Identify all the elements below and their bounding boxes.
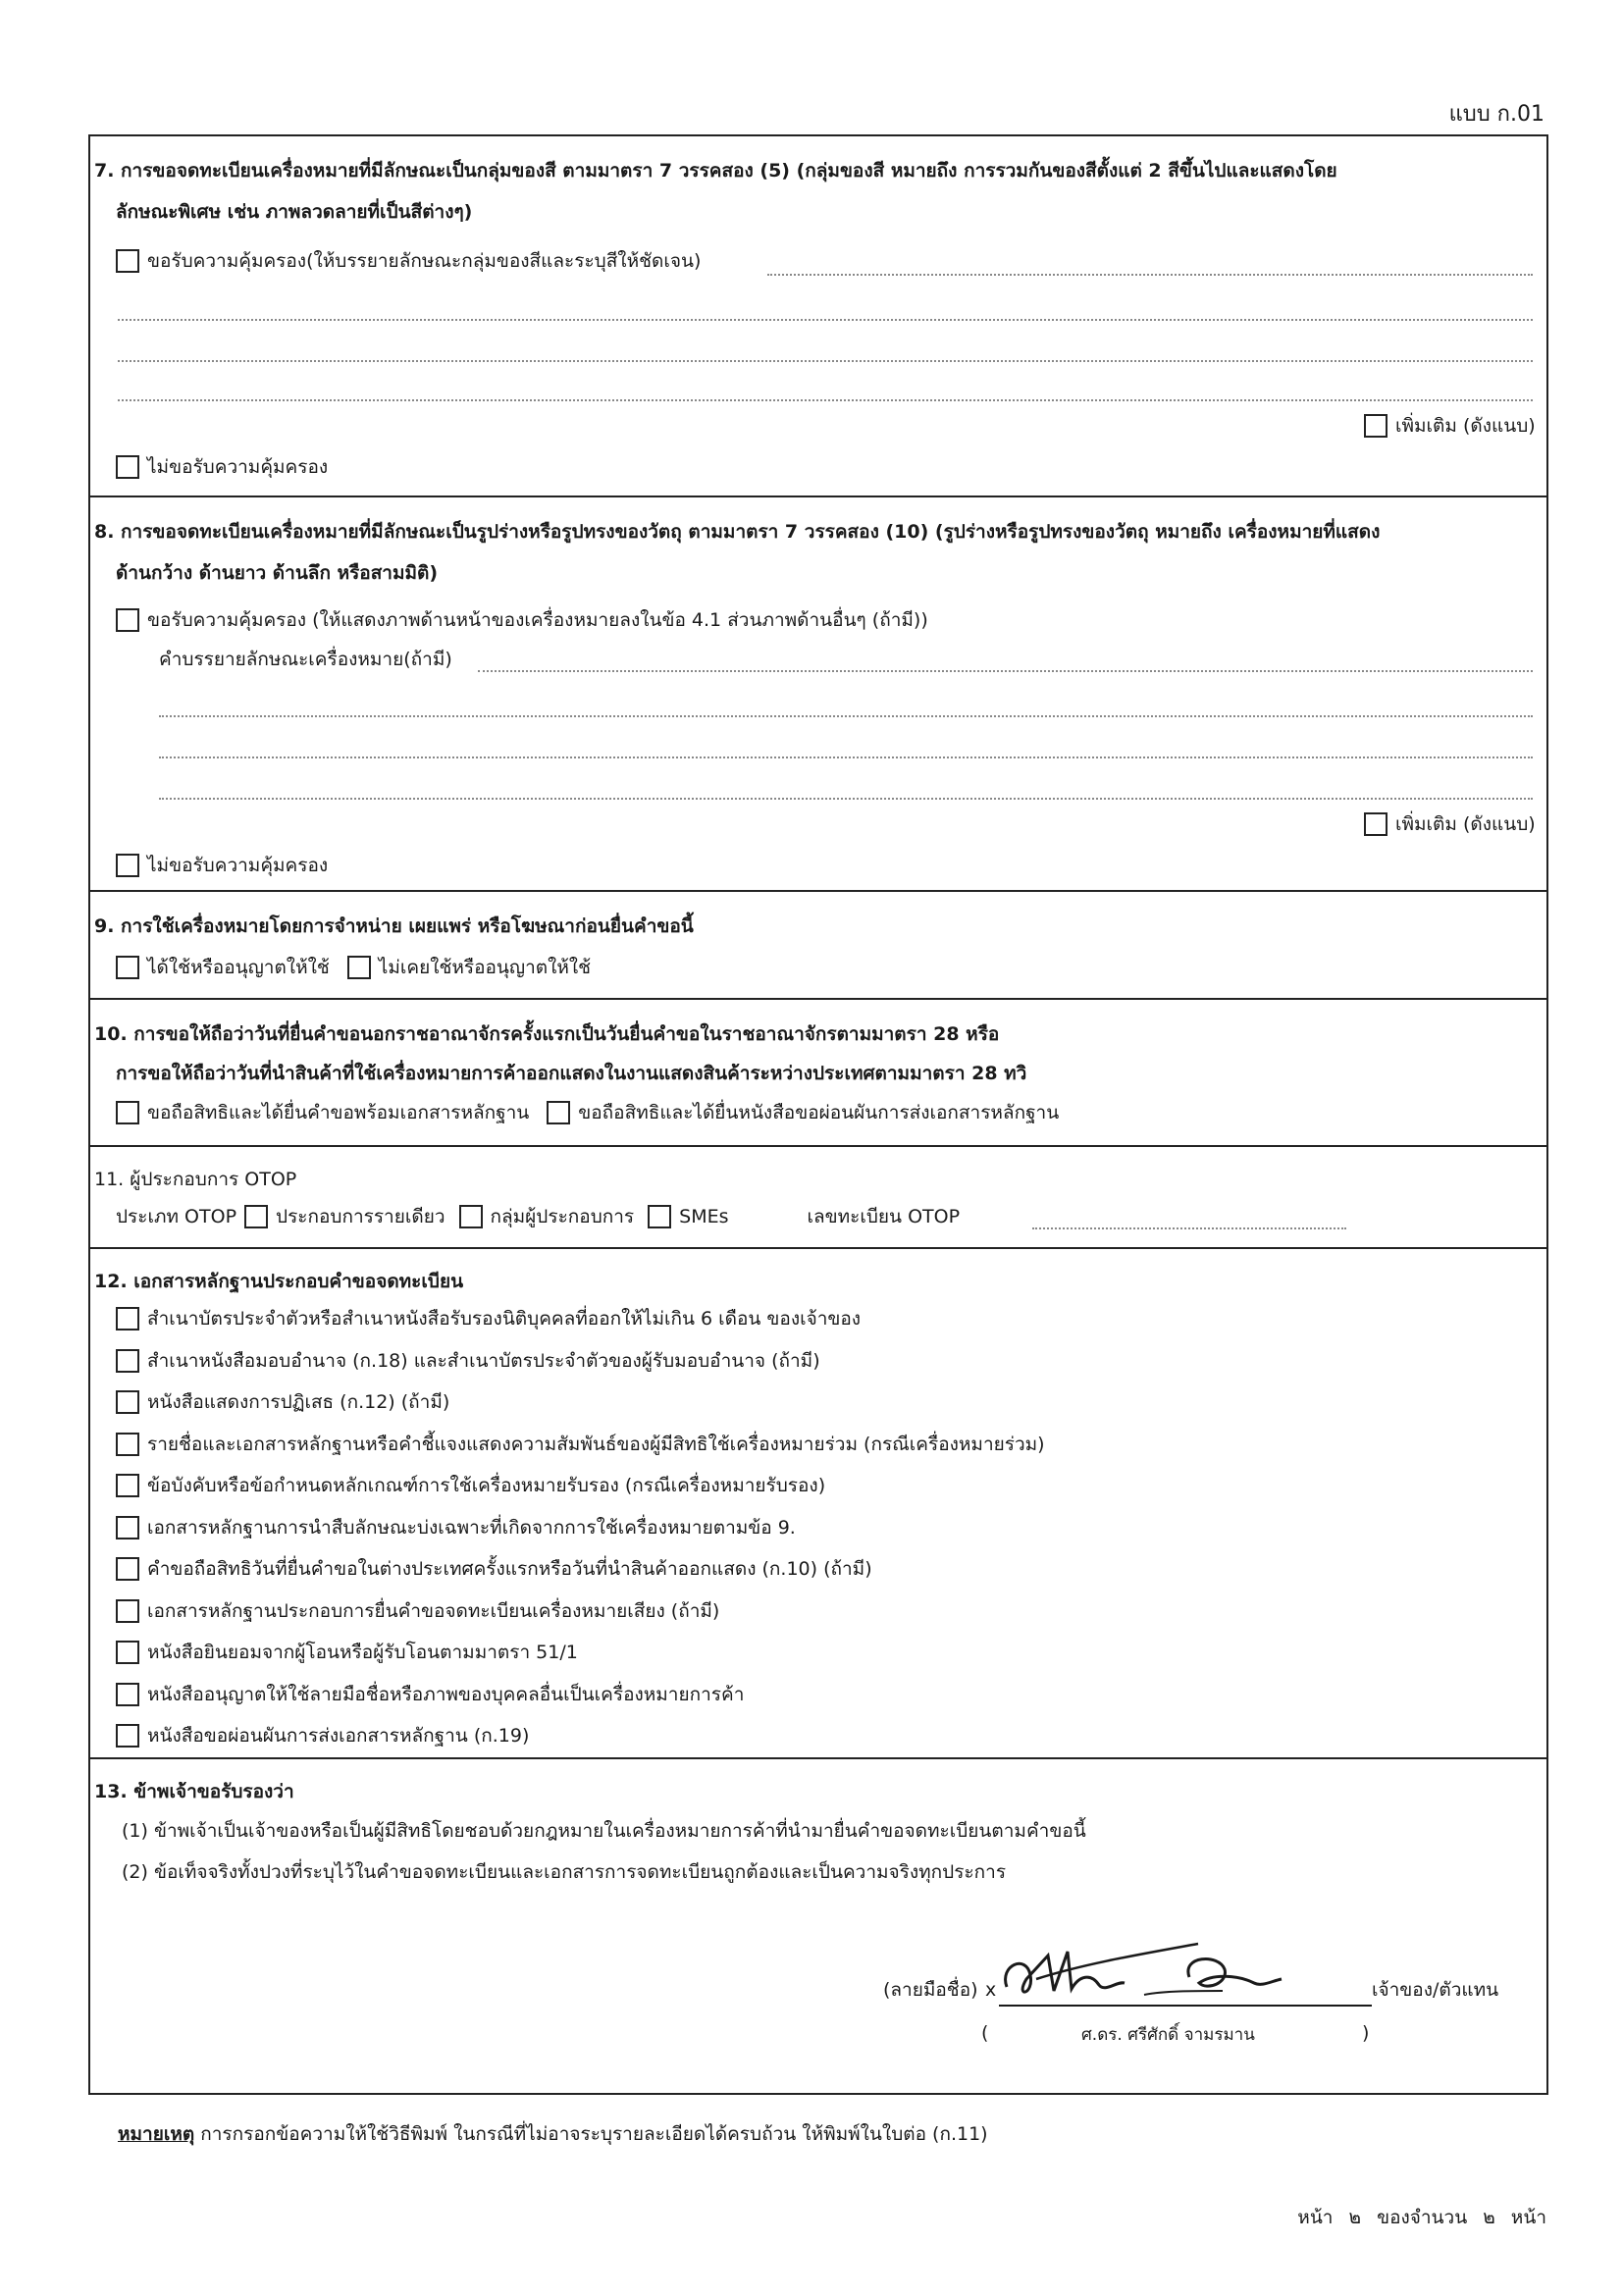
s7-request-line[interactable]: [767, 274, 1533, 276]
section-12-title: 12. เอกสารหลักฐานประกอบคำขอจดทะเบียน: [94, 1271, 464, 1292]
s7-more-option: [1364, 413, 1536, 439]
s12-doc-item: [116, 1598, 719, 1624]
s12-doc-label: เอกสารหลักฐานประกอบการยื่นคำขอจดทะเบียนเครื่องหมายเสียง (ถ้ามี): [147, 1599, 720, 1622]
page-footer: หน้า ๒ ของจำนวน ๒ หน้า: [1297, 2207, 1546, 2228]
s13-item-1: (1) ข้าพเจ้าเป็นเจ้าของหรือเป็นผู้มีสิทธิโดยชอบด้วยกฎหมายในเครื่องหมายการค้าที่นำมายื่นคำขอจดทะเบียนตามคำขอนี้: [122, 1820, 1086, 1842]
s12-doc-checkbox[interactable]: [116, 1307, 139, 1331]
s7-no-option: [116, 454, 328, 480]
s9-used-checkbox[interactable]: [116, 956, 139, 979]
s12-doc-label: หนังสือขอผ่อนผันการส่งเอกสารหลักฐาน (ก.19): [147, 1725, 530, 1747]
s12-doc-label: เอกสารหลักฐานการนำสืบลักษณะบ่งเฉพาะที่เกิดจากการใช้เครื่องหมายตามข้อ 9.: [147, 1516, 796, 1539]
s8-desc-line-2[interactable]: [159, 757, 1533, 758]
signature-role: เจ้าของ/ตัวแทน: [1372, 1979, 1499, 2001]
s9-options: [116, 955, 591, 980]
signer-name: ศ.ดร. ศรีศักดิ์ จามรมาน: [1081, 2025, 1255, 2045]
s12-doc-checkbox[interactable]: [116, 1433, 139, 1456]
section-10: [90, 1000, 1546, 1147]
s8-request-checkbox[interactable]: [116, 608, 139, 632]
s12-doc-label: สำเนาบัตรประจำตัวหรือสำเนาหนังสือรับรองนิติบุคคลที่ออกให้ไม่เกิน 6 เดือน ของเจ้าของ: [147, 1308, 862, 1330]
s8-request-label: ขอรับความคุ้มครอง (ให้แสดงภาพด้านหน้าของเครื่องหมายลงในข้อ 4.1 ส่วนภาพด้านอื่นๆ (ถ้ามี)): [147, 609, 928, 631]
s12-doc-label: รายชื่อและเอกสารหลักฐานหรือคำชี้แจงแสดงความสัมพันธ์ของผู้มีสิทธิใช้เครื่องหมายร่วม (กรณีเครื่องหมายร่วม): [147, 1433, 1045, 1455]
s8-more-label: เพิ่มเติม (ดังแนบ): [1395, 813, 1536, 835]
form-frame: [88, 134, 1548, 2095]
section-8-title-line1: 8. การขอจดทะเบียนเครื่องหมายที่มีลักษณะเป็นรูปร่างหรือรูปทรงของวัตถุ ตามมาตรา 7 วรรคสอง (10) (รูปร่างหรือรูปทรงของวัตถุ หมายถึง เครื่องหมายที่แสดง: [94, 521, 1381, 543]
s11-reg-label: เลขทะเบียน OTOP: [807, 1206, 961, 1227]
s8-more-option: [1364, 811, 1536, 837]
remark-heading: หมายเหตุ: [118, 2123, 195, 2145]
s7-no-checkbox[interactable]: [116, 455, 139, 479]
s7-request-checkbox[interactable]: [116, 249, 139, 273]
s9-not-used-checkbox[interactable]: [347, 956, 371, 979]
s9-not-used-label: ไม่เคยใช้หรืออนุญาตให้ใช้: [378, 957, 592, 978]
s12-doc-item: [116, 1723, 529, 1748]
section-10-title-line1: 10. การขอให้ถือว่าวันที่ยื่นคำขอนอกราชอาณาจักรครั้งแรกเป็นวันยื่นคำขอในราชอาณาจักรตามมาตรา 28 หรือ: [94, 1023, 1000, 1045]
s12-doc-label: หนังสือยินยอมจากผู้โอนหรือผู้รับโอนตามมาตรา 51/1: [147, 1642, 578, 1663]
s12-doc-checkbox[interactable]: [116, 1390, 139, 1414]
s12-doc-item: [116, 1306, 861, 1331]
handwritten-signature: [997, 1926, 1389, 2014]
s12-doc-item: [116, 1389, 449, 1415]
section-13: [90, 1759, 1546, 2097]
s8-no-option: [116, 853, 328, 878]
s12-doc-checkbox[interactable]: [116, 1557, 139, 1581]
form-code: แบบ ก.01: [1448, 102, 1544, 127]
section-7: [90, 136, 1546, 497]
s8-desc-line-0[interactable]: [478, 670, 1533, 672]
s10-options: [116, 1100, 1059, 1125]
s11-single-checkbox[interactable]: [244, 1205, 268, 1228]
section-7-title-line1: 7. การขอจดทะเบียนเครื่องหมายที่มีลักษณะเป็นกลุ่มของสี ตามมาตรา 7 วรรคสอง (5) (กลุ่มของสี หมายถึง การรวมกันของสีตั้งแต่ 2 สีขึ้นไปและแสดงโดย: [94, 160, 1337, 182]
s11-group-checkbox[interactable]: [459, 1205, 483, 1228]
s10-defer-checkbox[interactable]: [547, 1101, 570, 1124]
s11-type-label: ประเภท OTOP: [116, 1206, 237, 1227]
s12-doc-checkbox[interactable]: [116, 1516, 139, 1539]
s11-smes-checkbox[interactable]: [648, 1205, 671, 1228]
s8-desc-line-1[interactable]: [159, 715, 1533, 717]
section-10-title-line2: การขอให้ถือว่าวันที่นำสินค้าที่ใช้เครื่องหมายการค้าออกแสดงในงานแสดงสินค้าระหว่างประเทศตามมาตรา 28 ทวิ: [116, 1063, 1027, 1084]
s8-desc-label: คำบรรยายลักษณะเครื่องหมาย(ถ้ามี): [159, 649, 452, 670]
section-12: [90, 1249, 1546, 1759]
s12-doc-item: [116, 1515, 796, 1540]
s12-doc-item: [116, 1432, 1045, 1457]
s7-more-label: เพิ่มเติม (ดังแนบ): [1395, 415, 1536, 437]
s12-doc-checkbox[interactable]: [116, 1724, 139, 1748]
s12-doc-item: [116, 1682, 744, 1707]
s13-item-2: (2) ข้อเท็จจริงทั้งปวงที่ระบุไว้ในคำขอจดทะเบียนและเอกสารการจดทะเบียนถูกต้องและเป็นความจริงทุกประการ: [122, 1861, 1007, 1883]
signer-paren-close: ): [1362, 2022, 1370, 2044]
section-9: [90, 892, 1546, 1000]
s11-options: [116, 1204, 960, 1229]
s11-single-label: ประกอบการรายเดียว: [276, 1206, 445, 1227]
s12-doc-checkbox[interactable]: [116, 1349, 139, 1373]
section-11: [90, 1147, 1546, 1249]
s7-request-option: [116, 248, 701, 274]
s12-doc-label: คำขอถือสิทธิวันที่ยื่นคำขอในต่างประเทศครั้งแรกหรือวันที่นำสินค้าออกแสดง (ก.10) (ถ้ามี): [147, 1558, 872, 1580]
s12-doc-label: หนังสือแสดงการปฏิเสธ (ก.12) (ถ้ามี): [147, 1391, 450, 1413]
s7-no-label: ไม่ขอรับความคุ้มครอง: [147, 456, 329, 478]
s12-doc-item: [116, 1473, 825, 1498]
s8-no-checkbox[interactable]: [116, 854, 139, 877]
s12-doc-item: [116, 1640, 578, 1665]
signature-mark: x: [985, 1979, 997, 2001]
s8-request-option: [116, 607, 928, 633]
s10-defer-label: ขอถือสิทธิและได้ยื่นหนังสือขอผ่อนผันการส่งเอกสารหลักฐาน: [578, 1102, 1060, 1123]
remark-note: [118, 2119, 988, 2149]
s10-with-docs-checkbox[interactable]: [116, 1101, 139, 1124]
s7-request-label: ขอรับความคุ้มครอง(ให้บรรยายลักษณะกลุ่มของสีและระบุสีให้ชัดเจน): [147, 250, 702, 272]
section-8-title-line2: ด้านกว้าง ด้านยาว ด้านลึก หรือสามมิติ): [116, 562, 439, 584]
s8-desc-line-3[interactable]: [159, 798, 1533, 800]
signature-label: (ลายมือชื่อ): [883, 1979, 978, 2001]
s9-used-label: ได้ใช้หรืออนุญาตให้ใช้: [147, 957, 330, 978]
s12-doc-checkbox[interactable]: [116, 1599, 139, 1623]
s8-more-checkbox[interactable]: [1364, 812, 1387, 836]
s11-reg-input-line[interactable]: [1032, 1227, 1346, 1229]
s12-doc-label: สำเนาหนังสือมอบอำนาจ (ก.18) และสำเนาบัตรประจำตัวของผู้รับมอบอำนาจ (ถ้ามี): [147, 1349, 820, 1372]
signature-line: [999, 2005, 1372, 2007]
signer-paren-open: (: [981, 2022, 989, 2044]
s12-doc-checkbox[interactable]: [116, 1683, 139, 1706]
section-7-title-line2: ลักษณะพิเศษ เช่น ภาพลวดลายที่เป็นสีต่างๆ): [116, 201, 473, 223]
s7-desc-line-2[interactable]: [118, 360, 1533, 362]
s10-with-docs-label: ขอถือสิทธิและได้ยื่นคำขอพร้อมเอกสารหลักฐาน: [147, 1102, 530, 1123]
section-9-title: 9. การใช้เครื่องหมายโดยการจำหน่าย เผยแพร่ หรือโฆษณาก่อนยื่นคำขอนี้: [94, 915, 694, 937]
s7-more-checkbox[interactable]: [1364, 414, 1387, 438]
s12-doc-item: [116, 1348, 820, 1374]
s7-desc-line-1[interactable]: [118, 319, 1533, 321]
s7-desc-line-3[interactable]: [118, 399, 1533, 401]
s11-group-label: กลุ่มผู้ประกอบการ: [490, 1206, 635, 1227]
remark-text: การกรอกข้อความให้ใช้วิธีพิมพ์ ในกรณีที่ไม่อาจระบุรายละเอียดได้ครบถ้วน ให้พิมพ์ในใบต่อ (ก.11): [194, 2123, 988, 2145]
section-11-title: 11. ผู้ประกอบการ OTOP: [94, 1169, 297, 1190]
s12-doc-item: [116, 1556, 872, 1582]
s12-doc-checkbox[interactable]: [116, 1474, 139, 1497]
section-13-title: 13. ข้าพเจ้าขอรับรองว่า: [94, 1781, 294, 1802]
s8-no-label: ไม่ขอรับความคุ้มครอง: [147, 855, 329, 876]
section-8: [90, 497, 1546, 892]
s12-doc-label: ข้อบังคับหรือข้อกำหนดหลักเกณฑ์การใช้เครื่องหมายรับรอง (กรณีเครื่องหมายรับรอง): [147, 1475, 826, 1496]
s12-doc-checkbox[interactable]: [116, 1641, 139, 1664]
s11-smes-label: SMEs: [679, 1206, 729, 1227]
s12-doc-label: หนังสืออนุญาตให้ใช้ลายมือชื่อหรือภาพของบุคคลอื่นเป็นเครื่องหมายการค้า: [147, 1683, 745, 1705]
